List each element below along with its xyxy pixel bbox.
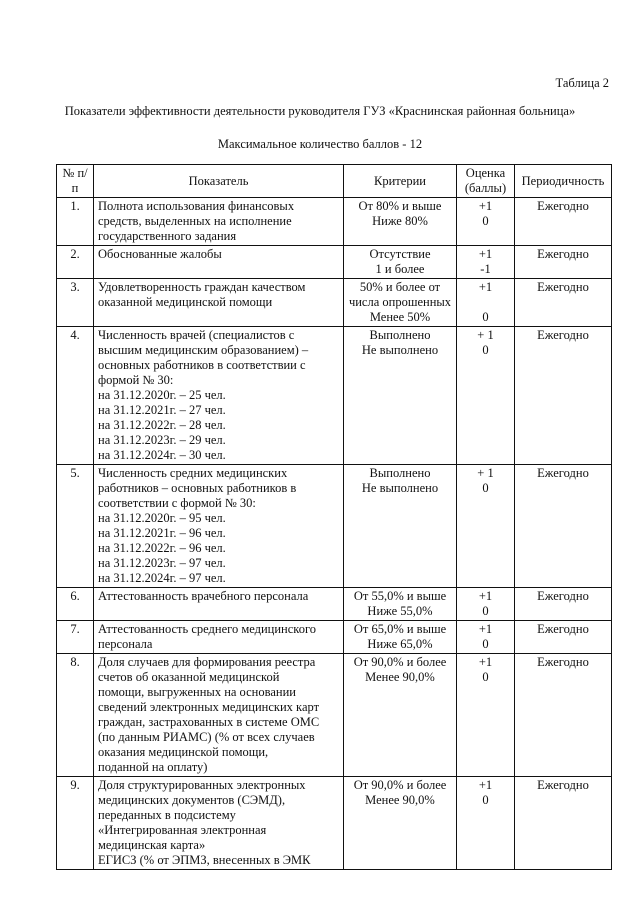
indicator-cell <box>94 654 344 777</box>
criteria-line: числа опрошенных <box>348 295 452 309</box>
max-score-subtitle: Максимальное количество баллов - 12 <box>217 137 423 151</box>
criteria-line: Ниже 65,0% <box>367 637 433 651</box>
criteria-line: 50% и более от <box>359 280 441 294</box>
table-number-label: Таблица 2 <box>555 76 609 90</box>
indicator-line: медицинских документов (СЭМД), <box>98 793 286 807</box>
score-cell <box>457 777 515 870</box>
score-cell <box>457 588 515 621</box>
period-cell: Ежегодно <box>515 588 612 621</box>
criteria-line: 1 и более <box>375 262 425 276</box>
criteria-cell <box>344 327 457 465</box>
indicator-line: высшим медицинским образованием) – <box>98 343 309 357</box>
period-cell: Ежегодно <box>515 465 612 588</box>
score-line: + 1 <box>477 328 494 342</box>
criteria-line: От 90,0% и более <box>353 778 447 792</box>
criteria-line: Менее 90,0% <box>365 670 435 684</box>
row-number: 3. <box>57 279 94 327</box>
indicator-line: граждан, застрахованных в системе ОМС <box>98 715 320 729</box>
table-row <box>57 198 612 246</box>
indicator-line: помощи, выгруженных на основании <box>98 685 296 699</box>
indicator-line: Удовлетворенность граждан качеством <box>98 280 306 294</box>
criteria-cell <box>344 198 457 246</box>
score-line: 0 <box>482 793 489 807</box>
indicator-line: медицинская карта» <box>98 838 206 852</box>
period-cell: Ежегодно <box>515 279 612 327</box>
score-line: -1 <box>480 262 491 276</box>
indicator-cell <box>94 621 344 654</box>
criteria-line: От 65,0% и выше <box>353 622 447 636</box>
indicator-line: государственного задания <box>98 229 237 243</box>
table-row <box>57 246 612 279</box>
indicator-line: поданной на оплату) <box>98 760 208 774</box>
criteria-line: Выполнено <box>369 328 431 342</box>
indicator-line: сведений электронных медицинских карт <box>98 700 320 714</box>
score-line: +1 <box>478 622 493 636</box>
indicator-line: средств, выделенных на исполнение <box>98 214 292 228</box>
score-cell <box>457 198 515 246</box>
score-line: 0 <box>482 214 489 228</box>
column-header-indicator: Показатель <box>94 165 344 198</box>
row-number: 2. <box>57 246 94 279</box>
table-row <box>57 777 612 870</box>
column-header-score: Оценка (баллы) <box>457 165 515 198</box>
score-line: 0 <box>482 637 489 651</box>
criteria-line: От 55,0% и выше <box>353 589 447 603</box>
criteria-cell <box>344 246 457 279</box>
row-number: 9. <box>57 777 94 870</box>
score-line: + 1 <box>477 466 494 480</box>
indicator-line: Аттестованность врачебного персонала <box>98 589 309 603</box>
indicator-line: на 31.12.2020г. – 95 чел. <box>98 511 226 525</box>
indicator-line: на 31.12.2022г. – 96 чел. <box>98 541 226 555</box>
indicator-line: Полнота использования финансовых <box>98 199 295 213</box>
indicator-line: работников – основных работников в <box>98 481 297 495</box>
criteria-cell <box>344 588 457 621</box>
indicator-cell <box>94 279 344 327</box>
table-row <box>57 654 612 777</box>
indicator-line: Доля структурированных электронных <box>98 778 306 792</box>
column-header-period: Периодичность <box>515 165 612 198</box>
table-row <box>57 279 612 327</box>
indicator-line: на 31.12.2021г. – 27 чел. <box>98 403 226 417</box>
row-number: 1. <box>57 198 94 246</box>
criteria-line: Ниже 80% <box>372 214 428 228</box>
row-number: 7. <box>57 621 94 654</box>
indicator-line: счетов об оказанной медицинской <box>98 670 280 684</box>
indicator-line: Аттестованность среднего медицинского <box>98 622 317 636</box>
score-cell <box>457 279 515 327</box>
score-cell <box>457 621 515 654</box>
score-line: +1 <box>478 280 493 294</box>
score-line: +1 <box>478 589 493 603</box>
criteria-line: Не выполнено <box>361 343 439 357</box>
indicator-cell <box>94 327 344 465</box>
indicator-line: на 31.12.2020г. – 25 чел. <box>98 388 226 402</box>
score-line: +1 <box>478 199 493 213</box>
indicator-line: оказания медицинской помощи, <box>98 745 269 759</box>
indicator-line: Численность врачей (специалистов с <box>98 328 295 342</box>
column-header-num: № п/п <box>57 165 94 198</box>
criteria-cell <box>344 465 457 588</box>
score-line: 0 <box>482 481 489 495</box>
score-line: +1 <box>478 247 493 261</box>
document-title: Показатели эффективности деятельности руководителя ГУЗ «Краснинская районная больница» <box>64 104 576 118</box>
indicator-line: персонала <box>98 637 153 651</box>
score-line <box>461 295 510 310</box>
criteria-line: Менее 90,0% <box>365 793 435 807</box>
period-cell: Ежегодно <box>515 246 612 279</box>
criteria-line: Отсутствие <box>369 247 431 261</box>
indicator-line: (по данным РИАМС) (% от всех случаев <box>98 730 315 744</box>
indicator-line: Численность средних медицинских <box>98 466 288 480</box>
table-row <box>57 621 612 654</box>
row-number: 6. <box>57 588 94 621</box>
criteria-cell <box>344 621 457 654</box>
period-cell: Ежегодно <box>515 621 612 654</box>
criteria-line: От 80% и выше <box>358 199 442 213</box>
score-line: +1 <box>478 655 493 669</box>
criteria-cell <box>344 654 457 777</box>
indicator-line: «Интегрированная электронная <box>98 823 267 837</box>
period-cell: Ежегодно <box>515 654 612 777</box>
indicator-line: на 31.12.2022г. – 28 чел. <box>98 418 226 432</box>
indicator-cell <box>94 198 344 246</box>
criteria-cell <box>344 279 457 327</box>
criteria-line: Выполнено <box>369 466 431 480</box>
table-row <box>57 465 612 588</box>
row-number: 8. <box>57 654 94 777</box>
score-cell <box>457 327 515 465</box>
score-cell <box>457 465 515 588</box>
indicator-line: на 31.12.2024г. – 97 чел. <box>98 571 226 585</box>
indicator-cell <box>94 246 344 279</box>
score-line: 0 <box>482 670 489 684</box>
indicator-line: на 31.12.2023г. – 29 чел. <box>98 433 226 447</box>
criteria-line: Не выполнено <box>361 481 439 495</box>
score-line: 0 <box>482 343 489 357</box>
indicator-cell <box>94 588 344 621</box>
indicator-line: Обоснованные жалобы <box>98 247 222 261</box>
table-row <box>57 327 612 465</box>
score-cell <box>457 654 515 777</box>
indicator-line: оказанной медицинской помощи <box>98 295 273 309</box>
table-row <box>57 588 612 621</box>
indicator-cell <box>94 777 344 870</box>
criteria-line: Ниже 55,0% <box>367 604 433 618</box>
period-cell: Ежегодно <box>515 327 612 465</box>
indicators-table <box>56 164 612 870</box>
score-line: 0 <box>482 604 489 618</box>
row-number: 5. <box>57 465 94 588</box>
indicator-line: на 31.12.2023г. – 97 чел. <box>98 556 226 570</box>
indicator-line: переданных в подсистему <box>98 808 236 822</box>
period-cell: Ежегодно <box>515 198 612 246</box>
indicator-line: на 31.12.2024г. – 30 чел. <box>98 448 226 462</box>
score-cell <box>457 246 515 279</box>
indicator-line: ЕГИСЗ (% от ЭПМЗ, внесенных в ЭМК <box>98 853 311 867</box>
indicator-cell <box>94 465 344 588</box>
column-header-criteria: Критерии <box>344 165 457 198</box>
indicator-line: формой № 30: <box>98 373 174 387</box>
indicator-line: Доля случаев для формирования реестра <box>98 655 316 669</box>
period-cell: Ежегодно <box>515 777 612 870</box>
indicator-line: основных работников в соответствии с <box>98 358 306 372</box>
score-line: +1 <box>478 778 493 792</box>
indicator-line: соответствии с формой № 30: <box>98 496 256 510</box>
indicator-line: на 31.12.2021г. – 96 чел. <box>98 526 226 540</box>
criteria-line: Менее 50% <box>369 310 431 324</box>
score-line: 0 <box>482 310 489 324</box>
criteria-line: От 90,0% и более <box>353 655 447 669</box>
row-number: 4. <box>57 327 94 465</box>
criteria-cell <box>344 777 457 870</box>
